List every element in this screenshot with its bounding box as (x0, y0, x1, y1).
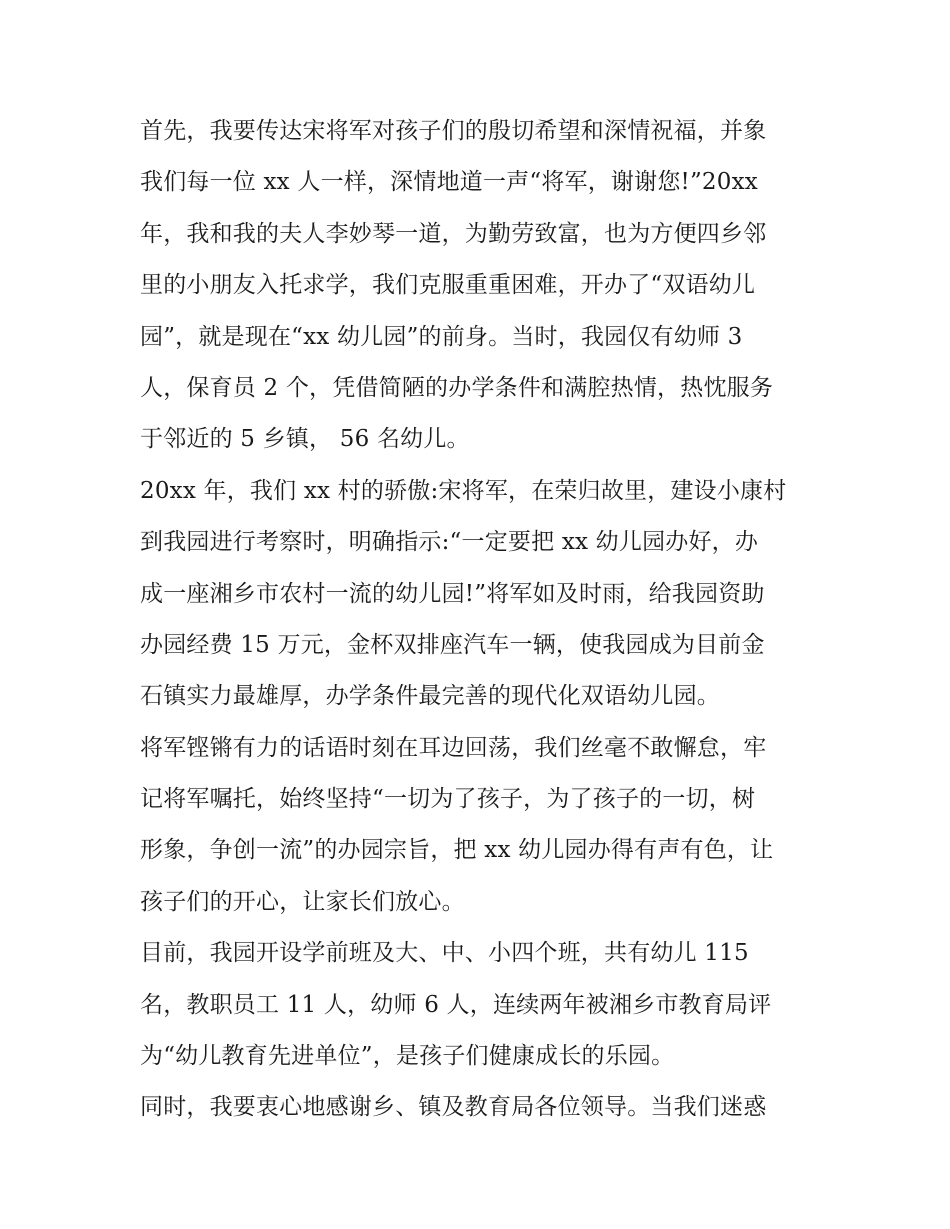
text-line: 里的小朋友入托求学，我们克服重重困难，开办了“双语幼儿 (140, 272, 756, 299)
text-line: 园”，就是现在“xx 幼儿园”的前身。当时，我园仅有幼师 3 (140, 323, 743, 350)
text-line: 年，我和我的夫人李妙琴一道，为勤劳致富，也为方便四乡邻 (140, 220, 767, 247)
text-line: 为“幼儿教育先进单位”，是孩子们健康成长的乐园。 (140, 1043, 675, 1070)
document-body (140, 106, 820, 1134)
text-line: 石镇实力最雄厚，办学条件最完善的现代化双语幼儿园。 (140, 683, 720, 710)
text-line: 记将军嘱托，始终坚持“一切为了孩子，为了孩子的一切，树 (140, 786, 756, 813)
paragraph-3 (140, 723, 820, 929)
text-line: 孩子们的开心，让家长们放心。 (140, 888, 465, 915)
paragraph-4 (140, 928, 820, 1082)
text-line: 名，教职员工 11 人，幼师 6 人，连续两年被湘乡市教育局评 (140, 991, 772, 1018)
text-line: 我们每一位 xx 人一样，深情地道一声“将军，谢谢您!”20xx (140, 169, 758, 196)
text-line: 20xx 年，我们 xx 村的骄傲:宋将军，在荣归故里，建设小康村 (140, 477, 787, 504)
text-line: 将军铿锵有力的话语时刻在耳边回荡，我们丝毫不敢懈怠，牢 (140, 734, 767, 761)
text-line: 形象，争创一流”的办园宗旨，把 xx 幼儿园办得有声有色，让 (140, 837, 774, 864)
paragraph-5 (140, 1082, 820, 1133)
text-line: 人，保育员 2 个，凭借简陋的办学条件和满腔热情，热忱服务 (140, 374, 774, 401)
text-line: 首先，我要传达宋将军对孩子们的殷切希望和深情祝福，并象 (140, 118, 767, 144)
text-line: 成一座湘乡市农村一流的幼儿园!”将军如及时雨，给我园资助 (140, 580, 765, 607)
text-line: 目前，我园开设学前班及大、中、小四个班，共有幼儿 115 (140, 940, 749, 967)
text-line: 于邻近的 5 乡镇， 56 名幼儿。 (140, 426, 470, 453)
text-line: 同时，我要衷心地感谢乡、镇及教育局各位领导。当我们迷惑 (140, 1094, 767, 1121)
text-line: 到我园进行考察时，明确指示:“一定要把 xx 幼儿园办好，办 (140, 529, 759, 556)
paragraph-1 (140, 106, 820, 466)
paragraph-2 (140, 466, 820, 723)
text-line: 办园经费 15 万元，金杯双排座汽车一辆，使我园成为目前金 (140, 631, 765, 658)
